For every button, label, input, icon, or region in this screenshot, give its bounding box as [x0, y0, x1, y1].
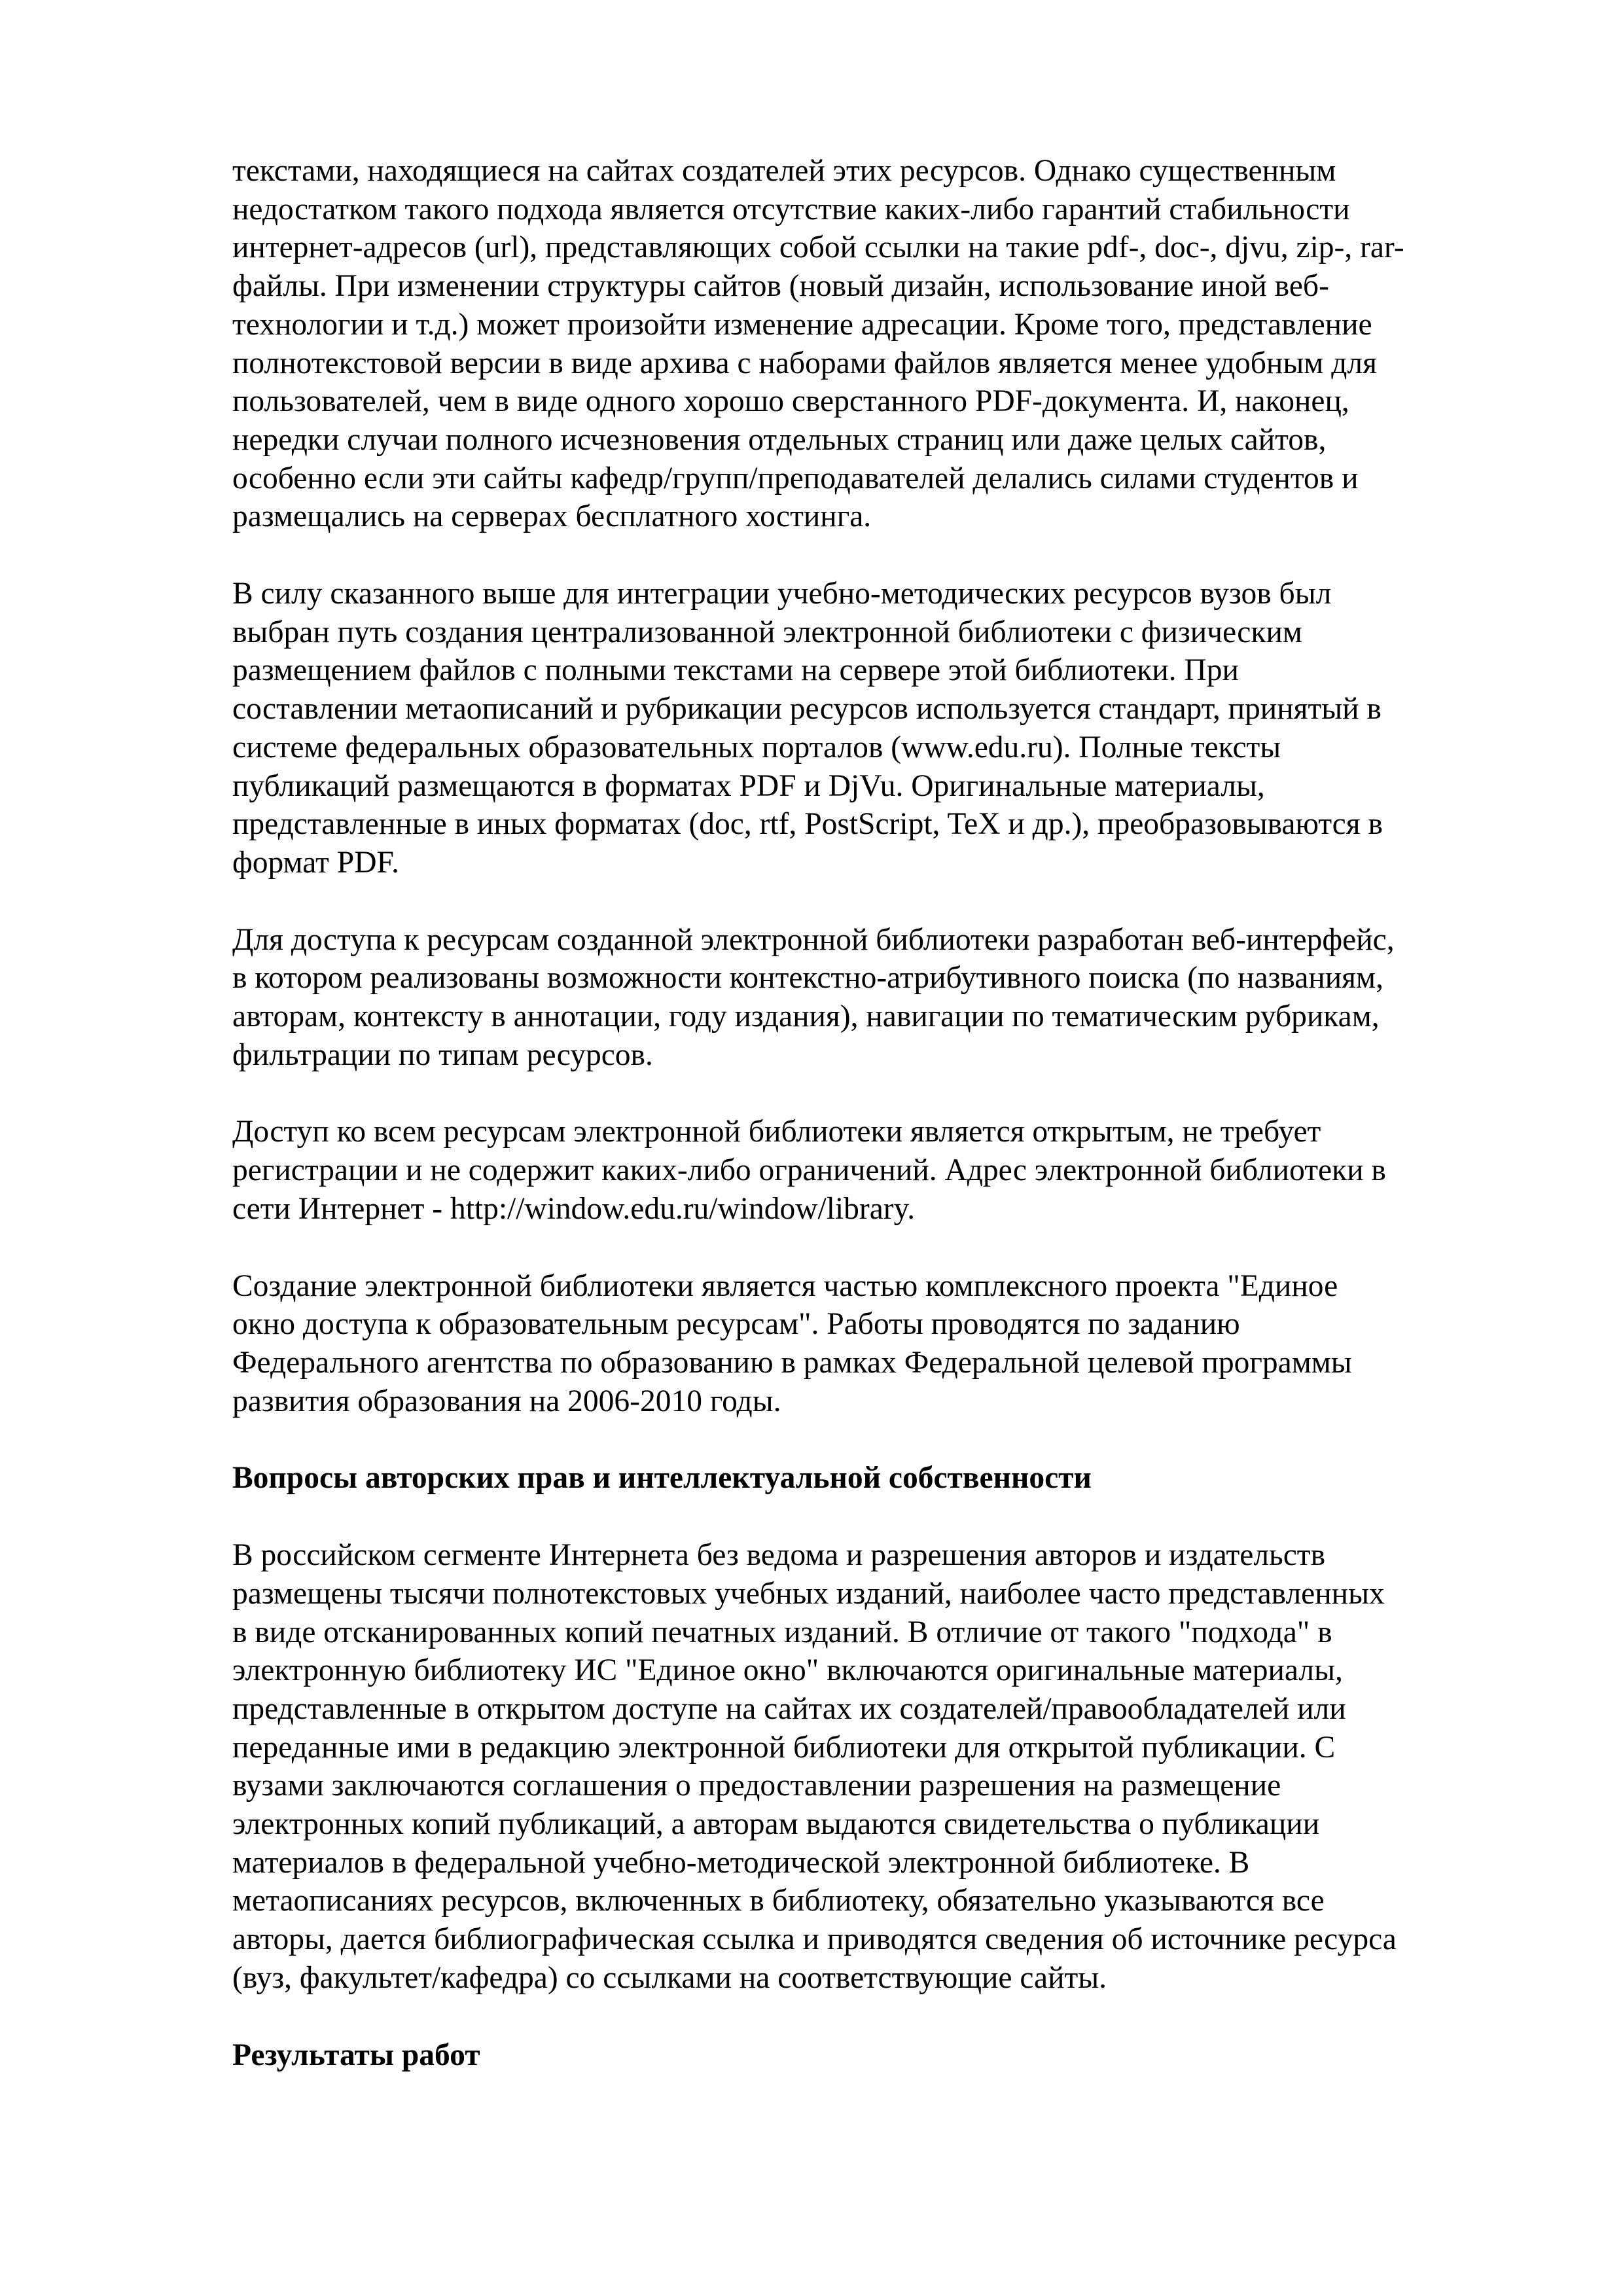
- text-line: файлы. При изменении структуры сайтов (новый дизайн, использование иной веб-: [232, 269, 1329, 304]
- text-line: (вуз, факультет/кафедра) со ссылками на соответствующие сайты.: [232, 1960, 1107, 1995]
- text-line: в котором реализованы возможности контекстно-атрибутивного поиска (по названиям,: [232, 961, 1383, 996]
- text-line: Создание электронной библиотеки является частью комплексного проекта "Единое: [232, 1268, 1338, 1303]
- text-line: представленные в иных форматах (doc, rtf, PostScript, TeX и др.), преобразовываются в: [232, 807, 1383, 842]
- paragraph-gap: [232, 882, 1476, 921]
- text-line: окно доступа к образовательным ресурсам". Работы проводятся по заданию: [232, 1307, 1240, 1342]
- text-line: Федерального агентства по образованию в рамках Федеральной целевой программы: [232, 1345, 1352, 1380]
- section-heading-copyright: Вопросы авторских прав и интеллектуальной собственности: [232, 1461, 1092, 1496]
- text-line: недостатком такого подхода является отсутствие каких-либо гарантий стабильности: [232, 192, 1350, 226]
- paragraph-centralized-library: [232, 575, 1476, 882]
- text-line: размещением файлов с полными текстами на сервере этой библиотеки. При: [232, 653, 1239, 688]
- text-line: формат PDF.: [232, 845, 399, 880]
- paragraph-intro-continuation: [232, 152, 1476, 536]
- paragraph-gap: [232, 536, 1476, 575]
- text-line: системе федеральных образовательных порталов (www.edu.ru). Полные тексты: [232, 730, 1281, 764]
- text-line: вузами заключаются соглашения о предоставлении разрешения на размещение: [232, 1768, 1281, 1803]
- text-line: Доступ ко всем ресурсам электронной библиотеки является открытым, не требует: [232, 1115, 1321, 1149]
- text-line: электронную библиотеку ИС "Единое окно" включаются оригинальные материалы,: [232, 1653, 1343, 1688]
- paragraph-open-access: [232, 1113, 1476, 1228]
- text-line: составлении метаописаний и рубрикации ресурсов используется стандарт, принятый в: [232, 692, 1382, 726]
- paragraph-project-context: [232, 1267, 1476, 1421]
- text-line: нередки случаи полного исчезновения отдельных страниц или даже целых сайтов,: [232, 422, 1327, 457]
- text-line: электронных копий публикаций, а авторам выдаются свидетельства о публикации: [232, 1807, 1320, 1842]
- text-line: фильтрации по типам ресурсов.: [232, 1037, 653, 1072]
- text-line: переданные ими в редакцию электронной библиотеки для открытой публикации. С: [232, 1730, 1336, 1765]
- paragraph-gap: [232, 1074, 1476, 1113]
- paragraph-gap: [232, 1229, 1476, 1267]
- text-line: представленные в открытом доступе на сайтах их создателей/правообладателей или: [232, 1691, 1346, 1726]
- paragraph-gap: [232, 1498, 1476, 1536]
- document-page: [232, 152, 1476, 2074]
- text-line: метаописаниях ресурсов, включенных в библиотеку, обязательно указываются все: [232, 1884, 1325, 1918]
- text-line: особенно если эти сайты кафедр/групп/преподавателей делались силами студентов и: [232, 461, 1359, 495]
- text-line: материалов в федеральной учебно-методической электронной библиотеке. В: [232, 1845, 1250, 1880]
- paragraph-copyright: [232, 1536, 1476, 1997]
- text-line: размещались на серверах бесплатного хостинга.: [232, 499, 872, 534]
- text-line: интернет-адресов (url), представляющих собой ссылки на такие pdf-, doc-, djvu, zip-, rar-: [232, 230, 1404, 265]
- paragraph-gap: [232, 1420, 1476, 1459]
- text-line: сети Интернет - http://window.edu.ru/window/library.: [232, 1191, 916, 1226]
- paragraph-gap: [232, 1998, 1476, 2036]
- text-line: технологии и т.д.) может произойти изменение адресации. Кроме того, представление: [232, 307, 1372, 342]
- text-line: Для доступа к ресурсам созданной электронной библиотеки разработан веб-интерфейс,: [232, 922, 1395, 957]
- text-line: публикаций размещаются в форматах PDF и DjVu. Оригинальные материалы,: [232, 768, 1265, 803]
- text-line: авторы, дается библиографическая ссылка и приводятся сведения об источнике ресурса: [232, 1922, 1397, 1957]
- text-line: развития образования на 2006-2010 годы.: [232, 1384, 781, 1418]
- text-line: В российском сегменте Интернета без ведома и разрешения авторов и издательств: [232, 1538, 1325, 1573]
- text-line: текстами, находящиеся на сайтах создателей этих ресурсов. Однако существенным: [232, 154, 1336, 188]
- text-line: авторам, контексту в аннотации, году издания), навигации по тематическим рубрикам,: [232, 999, 1380, 1034]
- text-line: регистрации и не содержит каких-либо ограничений. Адрес электронной библиотеки в: [232, 1153, 1386, 1188]
- text-line: полнотекстовой версии в виде архива с наборами файлов является менее удобным для: [232, 346, 1377, 380]
- text-line: в виде отсканированных копий печатных изданий. В отличие от такого "подхода" в: [232, 1615, 1332, 1649]
- text-line: размещены тысячи полнотекстовых учебных изданий, наиболее часто представленных: [232, 1576, 1385, 1611]
- text-line: В силу сказанного выше для интеграции учебно-методических ресурсов вузов был: [232, 577, 1332, 611]
- text-line: пользователей, чем в виде одного хорошо сверстанного PDF-документа. И, наконец,: [232, 384, 1349, 419]
- text-line: выбран путь создания централизованной электронной библиотеки с физическим: [232, 615, 1302, 649]
- section-heading-results: Результаты работ: [232, 2037, 480, 2072]
- paragraph-web-interface: [232, 921, 1476, 1075]
